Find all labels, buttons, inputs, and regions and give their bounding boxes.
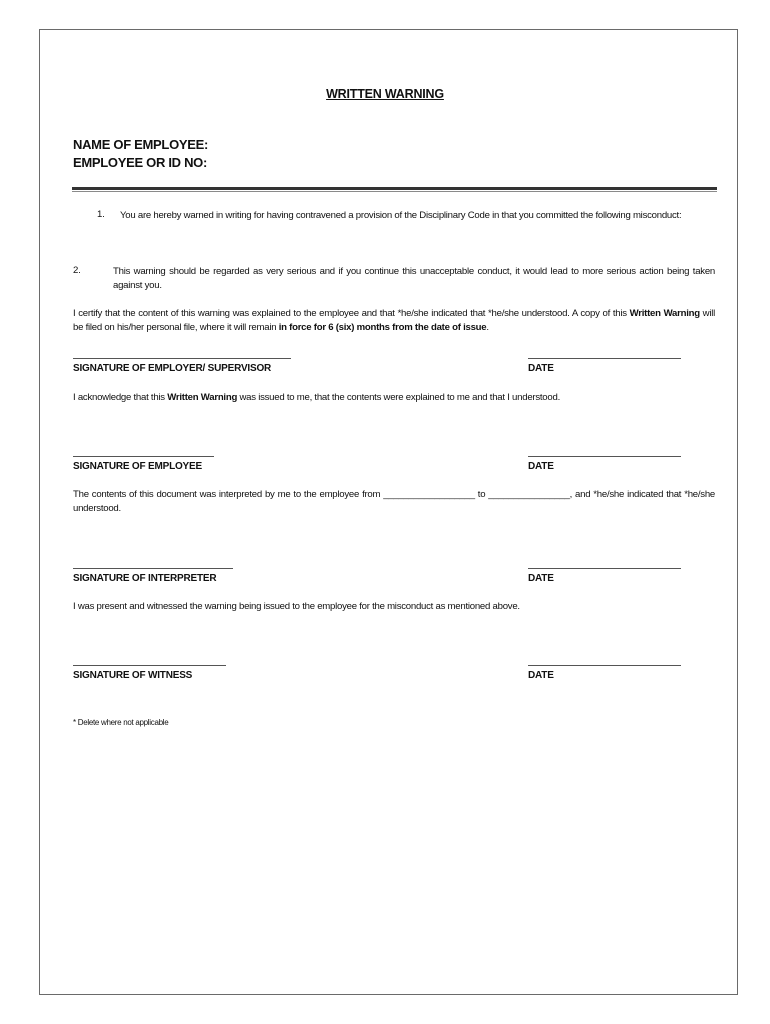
employer-date-line[interactable] — [528, 358, 681, 359]
certify-bold-1: Written Warning — [629, 308, 700, 319]
document-title: WRITTEN WARNING — [326, 87, 444, 101]
item-1-text: You are hereby warned in writing for having contravened a provision of the Disciplinary Code in that you committed the following misconduct: — [120, 210, 682, 221]
acknowledge-text-1: I acknowledge that this — [73, 392, 168, 403]
item-2-text: This warning should be regarded as very serious and if you continue this unacceptable conduct, it would lead to more serious action being taken against you. — [113, 266, 715, 291]
interpreter-date-line[interactable] — [528, 568, 681, 569]
employee-date-line[interactable] — [528, 456, 681, 457]
employee-id-label: EMPLOYEE OR ID NO: — [73, 155, 208, 170]
certify-text-1: I certify that the content of this warning was explained to the employee and that *he/she indicated that *he/she understood. A copy of this — [73, 308, 630, 319]
employee-date-label: DATE — [528, 461, 554, 472]
item-1-number: 1. — [97, 209, 105, 220]
certify-bold-2: in force for 6 (six) months from the date of issue — [278, 321, 487, 333]
witness-date-line[interactable] — [528, 665, 681, 666]
witness-signature-line[interactable] — [73, 665, 226, 666]
employer-signature-line[interactable] — [73, 358, 291, 359]
witness-signature-label: SIGNATURE OF WITNESS — [73, 670, 193, 681]
interpreter-paragraph: The contents of this document was interpreted by me to the employee from __________________ to ________________, and *he/she indicated that *he/she understood. — [73, 489, 715, 514]
certify-paragraph — [73, 307, 715, 334]
interpreter-signature-label: SIGNATURE OF INTERPRETER — [73, 573, 217, 584]
certify-text-2: will be filed on his/her personal file, where it will remain — [73, 308, 716, 333]
employee-signature-label: SIGNATURE OF EMPLOYEE — [73, 461, 202, 472]
witness-date-label: DATE — [528, 670, 554, 681]
item-2-number: 2. — [73, 265, 81, 276]
employee-name-label: NAME OF EMPLOYEE: — [73, 137, 209, 152]
acknowledge-bold: Written Warning — [167, 392, 238, 403]
employer-signature-label: SIGNATURE OF EMPLOYER/ SUPERVISOR — [73, 363, 272, 374]
witness-paragraph: I was present and witnessed the warning being issued to the employee for the misconduct as mentioned above. — [73, 601, 520, 612]
acknowledge-text-2: was issued to me, that the contents were explained to me and that I understood. — [237, 392, 560, 403]
employer-date-label: DATE — [528, 363, 554, 374]
interpreter-date-label: DATE — [528, 573, 554, 584]
employee-signature-line[interactable] — [73, 456, 214, 457]
acknowledge-paragraph — [73, 391, 715, 405]
header-divider — [72, 187, 717, 192]
certify-text-3: . — [486, 321, 489, 333]
interpreter-signature-line[interactable] — [73, 568, 233, 569]
footnote: * Delete where not applicable — [73, 718, 169, 727]
